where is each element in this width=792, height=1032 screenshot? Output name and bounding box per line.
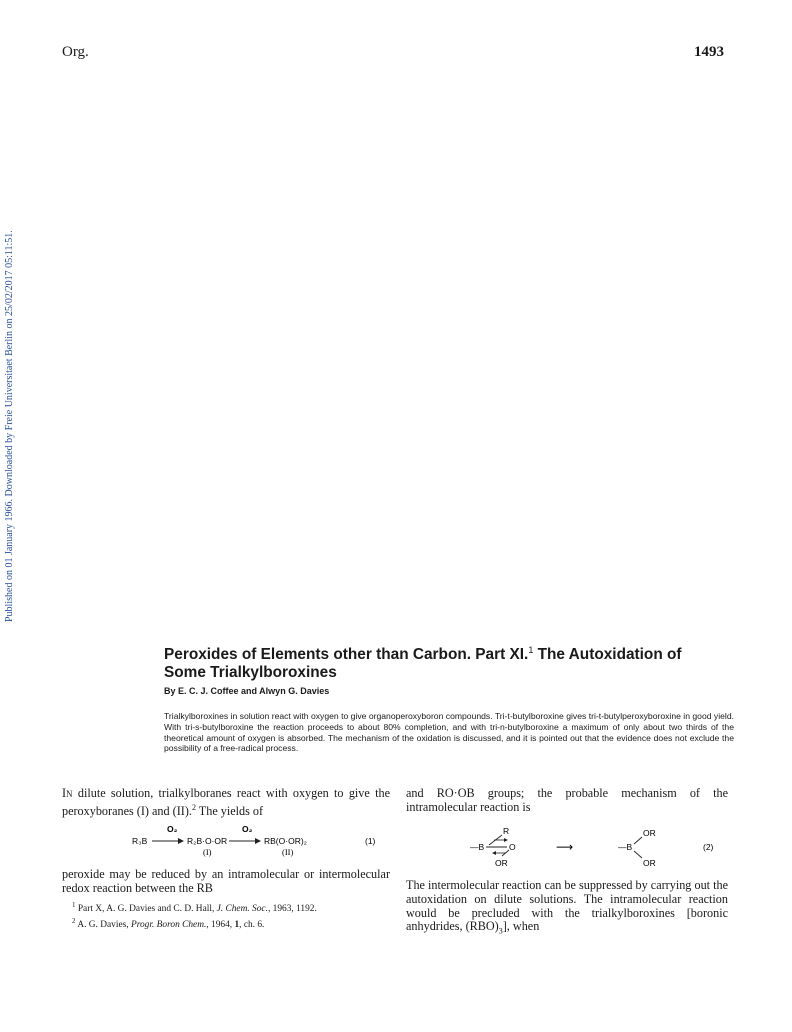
download-watermark [4, 182, 15, 622]
eq1-number: (1) [365, 836, 376, 846]
eq2-or-down: OR [643, 858, 656, 868]
running-head: Org. [62, 44, 89, 60]
eq2-or-bottom: OR [495, 858, 508, 868]
footnote-1-text: Part X, A. G. Davies and C. D. Hall, [75, 904, 217, 915]
footnote-2-tail: , ch. 6. [239, 920, 265, 931]
eq2-b-right: —B [618, 842, 633, 852]
eq1-label-end: (II) [282, 847, 294, 857]
paragraph-text: peroxide may be reduced by an intramolecular or intermolecular redox reaction between the RB [62, 867, 390, 895]
paragraph-text: dilute solution, trialkylboranes react with oxygen to give the peroxyboranes (I) and (II). [62, 786, 390, 818]
equation-1-graphic [62, 822, 390, 862]
body-left-bottom [62, 868, 390, 896]
footnote-2-text: A. G. Davies, [75, 920, 131, 931]
eq2-arrowhead-a [504, 838, 508, 842]
eq1-arrowhead-1 [178, 838, 184, 844]
eq2-arrowhead-b [492, 851, 496, 855]
abstract: Trialkylboroxines in solution react with oxygen to give organoperoxyboron compounds. Tri-t-butylboroxine gives tri-t-butylperoxyboroxine in good yield. With tri-s-butylboroxine the reaction proceeds to about 80% completion, and with tri-n-butylboroxine a maximum of only about two thirds of the theoretical amount of oxygen is absorbed. The mechanism of the oxidation is discussed, and it is pointed out that the evidence does not exclude the possibility of a free-radical process. [164, 711, 734, 754]
footnotes [62, 900, 390, 932]
paragraph-text: The intermolecular reaction can be suppressed by carrying out the autoxidation on dilute solutions. The intramolecular reaction would be precluded with the trialkylboroxines [boronic anhydrides, (RBO) [406, 878, 728, 934]
eq2-r-top: R [503, 826, 510, 836]
eq2-arrow: ⟶ [556, 840, 574, 854]
authors: By E. C. J. Coffee and Alwyn G. Davies [164, 686, 330, 696]
eq2-bond-up [634, 837, 642, 844]
footnote-2-volume: 1 [234, 920, 240, 931]
eq2-b-left: —B [470, 842, 485, 852]
title-footnote-ref[interactable]: 1 [528, 645, 534, 655]
eq2-o-mid: O [509, 842, 516, 852]
body-right-top [406, 787, 728, 815]
paragraph-text-tail: ], when [502, 919, 540, 934]
footnote-2 [62, 916, 390, 932]
eq1-end: RB(O·OR)₂ [264, 836, 307, 846]
eq1-mid: R₂B·O·OR [187, 836, 228, 846]
eq2-bond-down [634, 851, 642, 858]
drop-word: In [62, 786, 73, 800]
footnote-2-mid: , 1964, [206, 920, 235, 931]
equation-2 [406, 820, 728, 872]
footnote-2-journal: Progr. Boron Chem. [130, 920, 207, 931]
equation-1 [62, 822, 390, 862]
eq2-or-up: OR [643, 828, 656, 838]
eq1-reagent-1: O₂ [167, 824, 178, 834]
title-line-1-tail: The Autoxidation of [533, 646, 682, 664]
equation-2-graphic [406, 820, 728, 872]
eq1-arrowhead-2 [255, 838, 261, 844]
body-right-bottom [406, 879, 728, 939]
eq2-number: (2) [703, 842, 714, 852]
footnote-1-tail: , 1963, 1192. [267, 904, 317, 915]
subscript: 3 [498, 926, 503, 936]
footnote-2-mark: 2 [72, 916, 76, 925]
eq1-label-mid: (I) [203, 847, 212, 857]
footnote-1-mark: 1 [72, 901, 76, 909]
body-left-top [62, 787, 390, 819]
paragraph-text: and RO·OB groups; the probable mechanism of the intramolecular reaction is [406, 786, 728, 814]
eq1-start: R₃B [132, 836, 148, 846]
page-number: 1493 [694, 44, 724, 60]
download-link[interactable]: Published on 01 January 1966. Downloaded by Freie Universitaet Berlin on 25/02/2017 05:11:51. [4, 230, 15, 622]
footnote-1-journal: J. Chem. Soc. [216, 904, 268, 915]
title-line-1: Peroxides of Elements other than Carbon. Part XI. [164, 646, 529, 664]
paragraph-text-tail: The yields of [195, 803, 264, 818]
eq1-reagent-2: O₂ [242, 824, 253, 834]
title-line-2: Some Trialkylboroxines [164, 664, 337, 682]
footnote-1 [62, 900, 390, 916]
footnote-ref-2[interactable]: 2 [191, 802, 196, 812]
article-title [164, 641, 734, 682]
